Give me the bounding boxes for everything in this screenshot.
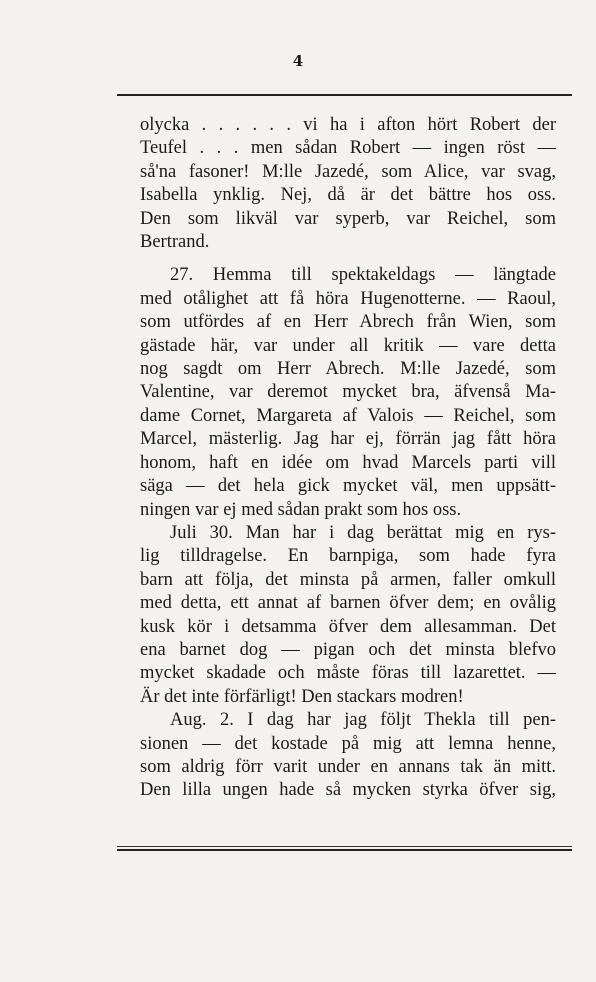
- text-line: som aldrig förr varit under en annans tak än mitt.: [140, 756, 556, 777]
- text-line: dame Cornet, Margareta af Valois — Reichel, som: [140, 405, 556, 426]
- text-line: olycka . . . . . . vi ha i afton hört Robert der: [140, 115, 556, 135]
- text-line: Teufel . . . men sådan Robert — ingen röst —: [140, 138, 556, 159]
- bottom-rule-thin: [117, 846, 572, 847]
- text-line: Den som likväl var syperb, var Reichel, som: [140, 208, 556, 229]
- text-line: barn att följa, det minsta på armen, faller omkull: [140, 569, 556, 590]
- top-rule: [117, 94, 572, 96]
- text-line: så'na fasoner! M:lle Jazedé, som Alice, var svag,: [140, 161, 556, 182]
- paragraph: [140, 264, 556, 521]
- paragraph: [140, 114, 556, 254]
- text-line: gästade här, var under all kritik — vare detta: [140, 335, 556, 356]
- text-line: sionen — det kostade på mig att lemna henne,: [140, 733, 556, 754]
- text-line: ningen var ej med sådan prakt som hos oss.: [140, 499, 462, 520]
- text-line: med detta, ett annat af barnen öfver dem; en ovålig: [140, 593, 556, 614]
- text-line: honom, haft en idée om hvad Marcels parti vill: [140, 452, 556, 473]
- text-line: som utfördes af en Herr Abrech från Wien, som: [140, 312, 556, 333]
- text-line: lig tilldragelse. En barnpiga, som hade fyra: [140, 546, 556, 567]
- text-line: säga — det hela gick mycket väl, men uppsätt-: [140, 476, 556, 497]
- text-line: kusk kör i detsamma öfver dem allesamman. Det: [140, 616, 556, 637]
- text-line: ena barnet dog — pigan och det minsta blefvo: [140, 639, 556, 660]
- text-line: Isabella ynklig. Nej, då är det bättre hos oss.: [140, 185, 556, 206]
- page-number: 4: [292, 52, 304, 70]
- text-line: Marcel, mästerlig. Jag har ej, förrän jag fått höra: [140, 429, 556, 450]
- text-line: Aug. 2. I dag har jag följt Thekla till pen-: [170, 710, 556, 731]
- bottom-rule-thick: [117, 849, 572, 851]
- text-line: Juli 30. Man har i dag berättat mig en rys-: [170, 522, 556, 543]
- text-line: mycket skadade och måste föras till lazarettet. —: [140, 663, 556, 684]
- text-line: Är det inte förfärligt! Den stackars modren!: [140, 686, 464, 707]
- text-line: Den lilla ungen hade så mycken styrka öfver sig,: [140, 780, 556, 801]
- paragraph: [140, 709, 556, 803]
- text-line: med otålighet att få höra Hugenotterne. — Raoul,: [140, 288, 556, 309]
- text-line: 27. Hemma till spektakeldags — längtade: [170, 265, 556, 286]
- paragraph: [140, 522, 556, 709]
- text-line: Valentine, var deremot mycket bra, äfvenså Ma-: [140, 382, 556, 403]
- body-text: [140, 114, 556, 803]
- text-line: nog sagdt om Herr Abrech. M:lle Jazedé, som: [140, 359, 556, 380]
- text-line: Bertrand.: [140, 232, 210, 253]
